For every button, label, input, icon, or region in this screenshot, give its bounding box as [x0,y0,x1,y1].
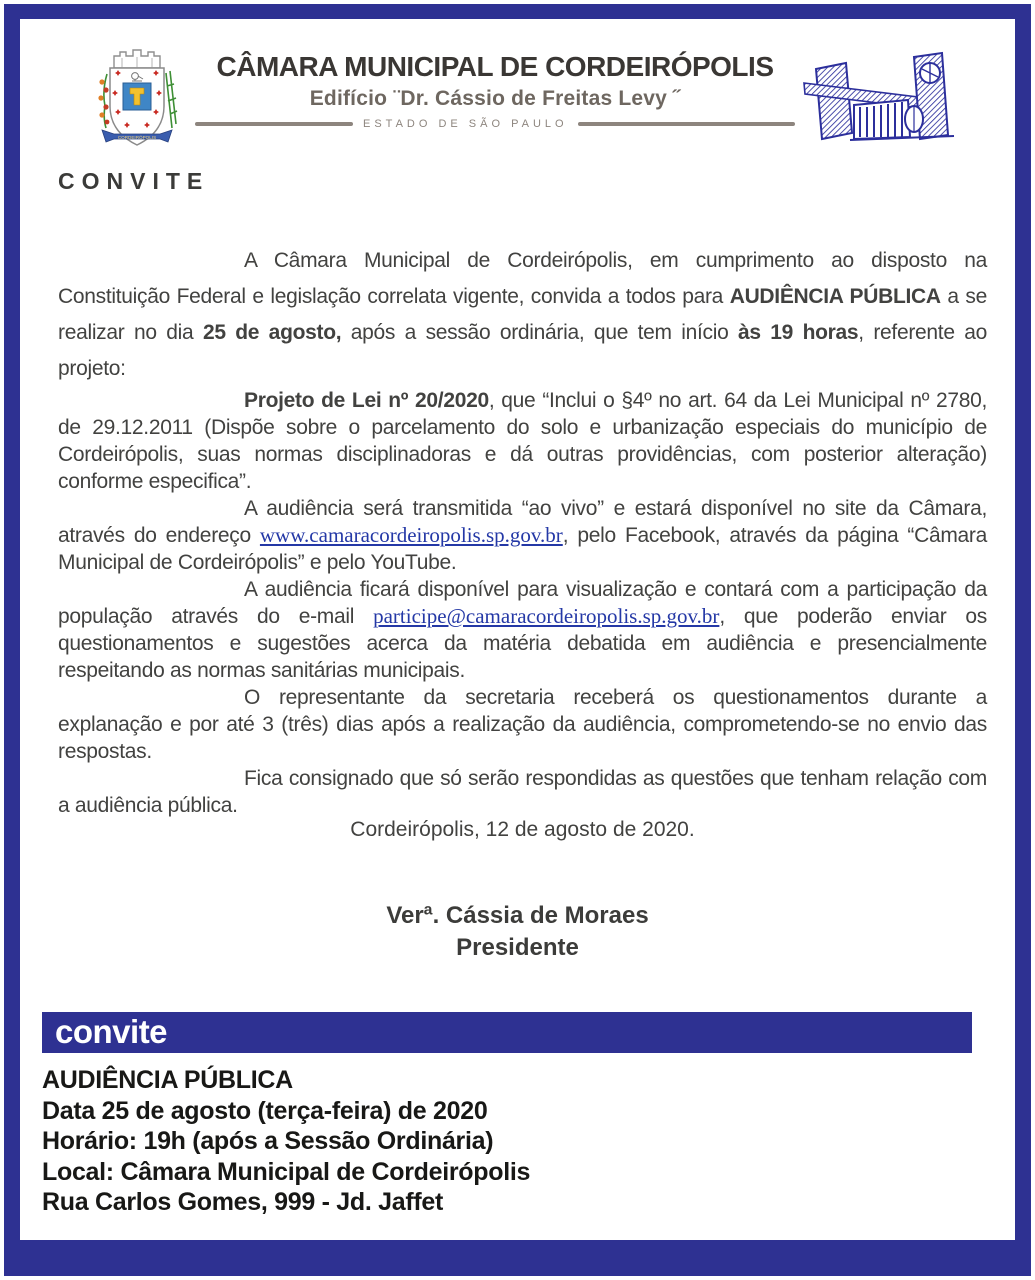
signature-block [20,900,1015,964]
paragraph-2 [58,387,987,495]
state-label: ESTADO DE SÃO PAULO [363,118,568,130]
footer-line-2: Data 25 de agosto (terça-feira) de 2020 [42,1096,488,1125]
text-run: A audiência será transmitida “ao vivo” e estará disponível no site da Câmara, através do endereço [58,497,987,547]
paragraph-4 [58,576,987,684]
text-run: , que “Inclui o §4º no art. 64 da Lei Municipal nº 2780, de 29.12.2011 (Dispõe sobre o parcelamento do solo e urbanização especiais do município de Cordeirópolis, suas normas disciplinadoras e dá outras providências, com posterior alteração) conforme especifica”. [58,389,988,493]
date-line: Cordeirópolis, 12 de agosto de 2020. [350,818,695,841]
email-link[interactable]: participe@camaracordeiropolis.sp.gov.br [373,604,720,628]
paragraph-5 [58,684,987,765]
footer-line-1: AUDIÊNCIA PÚBLICA [42,1066,293,1094]
text-run: , que poderão enviar os questionamentos e sugestões acerca da matéria debatida em audiência e presencialmente respeitando as normas sanitárias municipais. [58,605,987,682]
bold-text: 25 de agosto, [202,321,342,344]
camara-building-sketch-icon [802,47,980,155]
text-run: , referente ao projeto: [58,321,988,380]
paragraph-6 [58,765,987,819]
footer-line-5: Rua Carlos Gomes, 999 - Jd. Jaffet [42,1188,444,1216]
footer-line-4: Local: Câmara Municipal de Cordeirópolis [42,1157,531,1186]
page-title: CÂMARA MUNICIPAL DE CORDEIRÓPOLIS [216,51,774,82]
invitation-page [4,4,1031,1276]
svg-text:CORDEIRÓPOLIS: CORDEIRÓPOLIS [117,135,157,140]
text-run: a se realizar no dia [58,285,987,344]
body-text [58,243,987,819]
state-divider [195,118,795,130]
text-run: O representante da secretaria receberá os questionamentos durante a explanação e por até 3 (três) dias após a realização da audiência, comprometendo-se no envio das respostas. [58,686,987,763]
page-content [20,19,1015,1240]
signature-name: Verª. Cássia de Moraes [386,902,649,929]
divider-rule-left [195,122,353,126]
paragraph-3 [58,495,987,576]
bold-text: Projeto de Lei nº 20/2020 [244,389,489,412]
paragraph-1 [58,243,987,387]
text-run: Fica consignado que só serão respondidas as questões que tenham relação com a audiência pública. [58,767,987,817]
divider-rule-right [578,122,795,126]
building-name-subtitle: Edifício ¨Dr. Cássio de Freitas Levy ˝ [309,87,681,110]
signature-role: Presidente [456,934,579,961]
cordeiropolis-coat-of-arms-icon [94,45,180,153]
convite-banner [42,1012,972,1053]
text-run: A audiência ficará disponível para visualização e contará com a participação da população através do e-mail [58,578,987,628]
website-link[interactable]: www.camaracordeiropolis.sp.gov.br [259,523,563,547]
header [195,51,795,130]
text-run: , pelo Facebook, através da página “Câmara Municipal de Cordeirópolis” e pelo YouTube. [58,524,987,574]
convite-banner-label: convite [55,1013,168,1050]
document-heading: CONVITE [58,168,210,194]
event-details [42,1065,530,1218]
footer-line-3: Horário: 19h (após a Sessão Ordinária) [42,1127,494,1155]
bold-text: AUDIÊNCIA PÚBLICA [729,285,941,308]
bold-text: às 19 horas [738,321,859,344]
text-run: após a sessão ordinária, que tem início [341,321,739,344]
text-run: A Câmara Municipal de Cordeirópolis, em cumprimento ao disposto na Constituição Federal e legislação correlata vigente, convida a todos para [58,249,987,308]
